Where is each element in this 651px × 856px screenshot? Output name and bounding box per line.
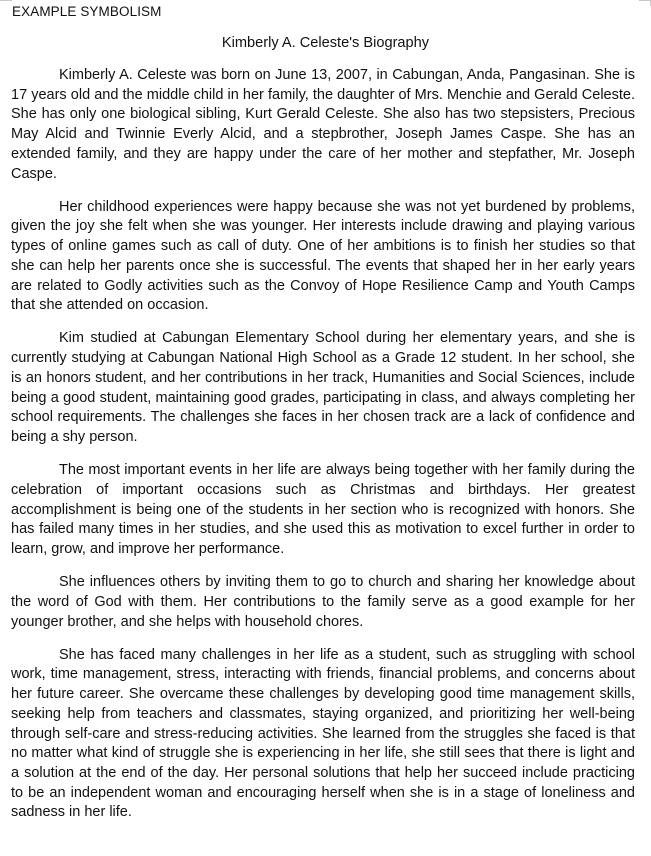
- paragraph-important-events: The most important events in her life are always being together with her family during the celebration of important occasions such as Christmas and birthdays. Her greatest accomplishment is being one of the students in her section who is recognized with honors. She has failed many times in her studies, and she used this as motivation to excel further in order to learn, grow, and improve her performance.: [11, 462, 635, 557]
- page-corner-mark-right: [639, 0, 651, 3]
- header-label: EXAMPLE SYMBOLISM: [12, 4, 162, 19]
- paragraph-education: Kim studied at Cabungan Elementary School during her elementary years, and she is currently studying at Cabungan National High School as a Grade 12 student. In her school, she is an honors student, and her contributions in her track, Humanities and Social Sciences, include being a good student, maintaining good grades, participating in class, and always completing her school requirements. The challenges she faces in her chosen track are a lack of confidence and being a shy person.: [11, 330, 635, 445]
- paragraph-influence: She influences others by inviting them to go to church and sharing her knowledge about the word of God with them. Her contributions to the family serve as a good example for her younger brother, and she helps with household chores.: [11, 574, 635, 630]
- paragraph-childhood: Her childhood experiences were happy because she was not yet burdened by problems, given the joy she felt when she was younger. Her interests include drawing and playing various types of online games such as call of duty. One of her ambitions is to finish her studies so that she can help her parents once she is successful. The events that shaped her in her early years are related to Godly activities such as the Convoy of Hope Resilience Camp and Youth Camps that she attended on occasion.: [11, 198, 635, 314]
- page-title: Kimberly A. Celeste's Biography: [221, 35, 430, 51]
- biography-body: [11, 66, 635, 837]
- paragraph-birth-family: Kimberly A. Celeste was born on June 13, 2007, in Cabungan, Anda, Pangasinan. She is 17 years old and the middle child in her family, the daughter of Mrs. Menchie and Gerald Celeste. She has only one biological sibling, Kurt Gerald Celeste. She also has two stepsisters, Precious May Alcid and Twinnie Everly Alcid, and a stepbrother, Joseph James Caspe. She has an extended family, and they are happy under the care of her mother and stepfather, Mr. Joseph Caspe.: [11, 67, 635, 182]
- paragraph-challenges: She has faced many challenges in her life as a student, such as struggling with school work, time management, stress, interacting with friends, financial problems, and concerns about her future career. She overcame these challenges by developing good time management skills, seeking help from teachers and classmates, staying organized, and prioritizing her well-being through self-care and stress-reducing activities. She learned from the struggles she faced is that no matter what kind of struggle she is experiencing in her life, she still sees that there is light and a solution at the end of the day. Her personal solutions that help her succeed include practicing to be an independent woman and encouraging herself when she is in a stage of loneliness and sadness in her life.: [11, 646, 635, 821]
- page-corner-mark-left: [0, 0, 12, 3]
